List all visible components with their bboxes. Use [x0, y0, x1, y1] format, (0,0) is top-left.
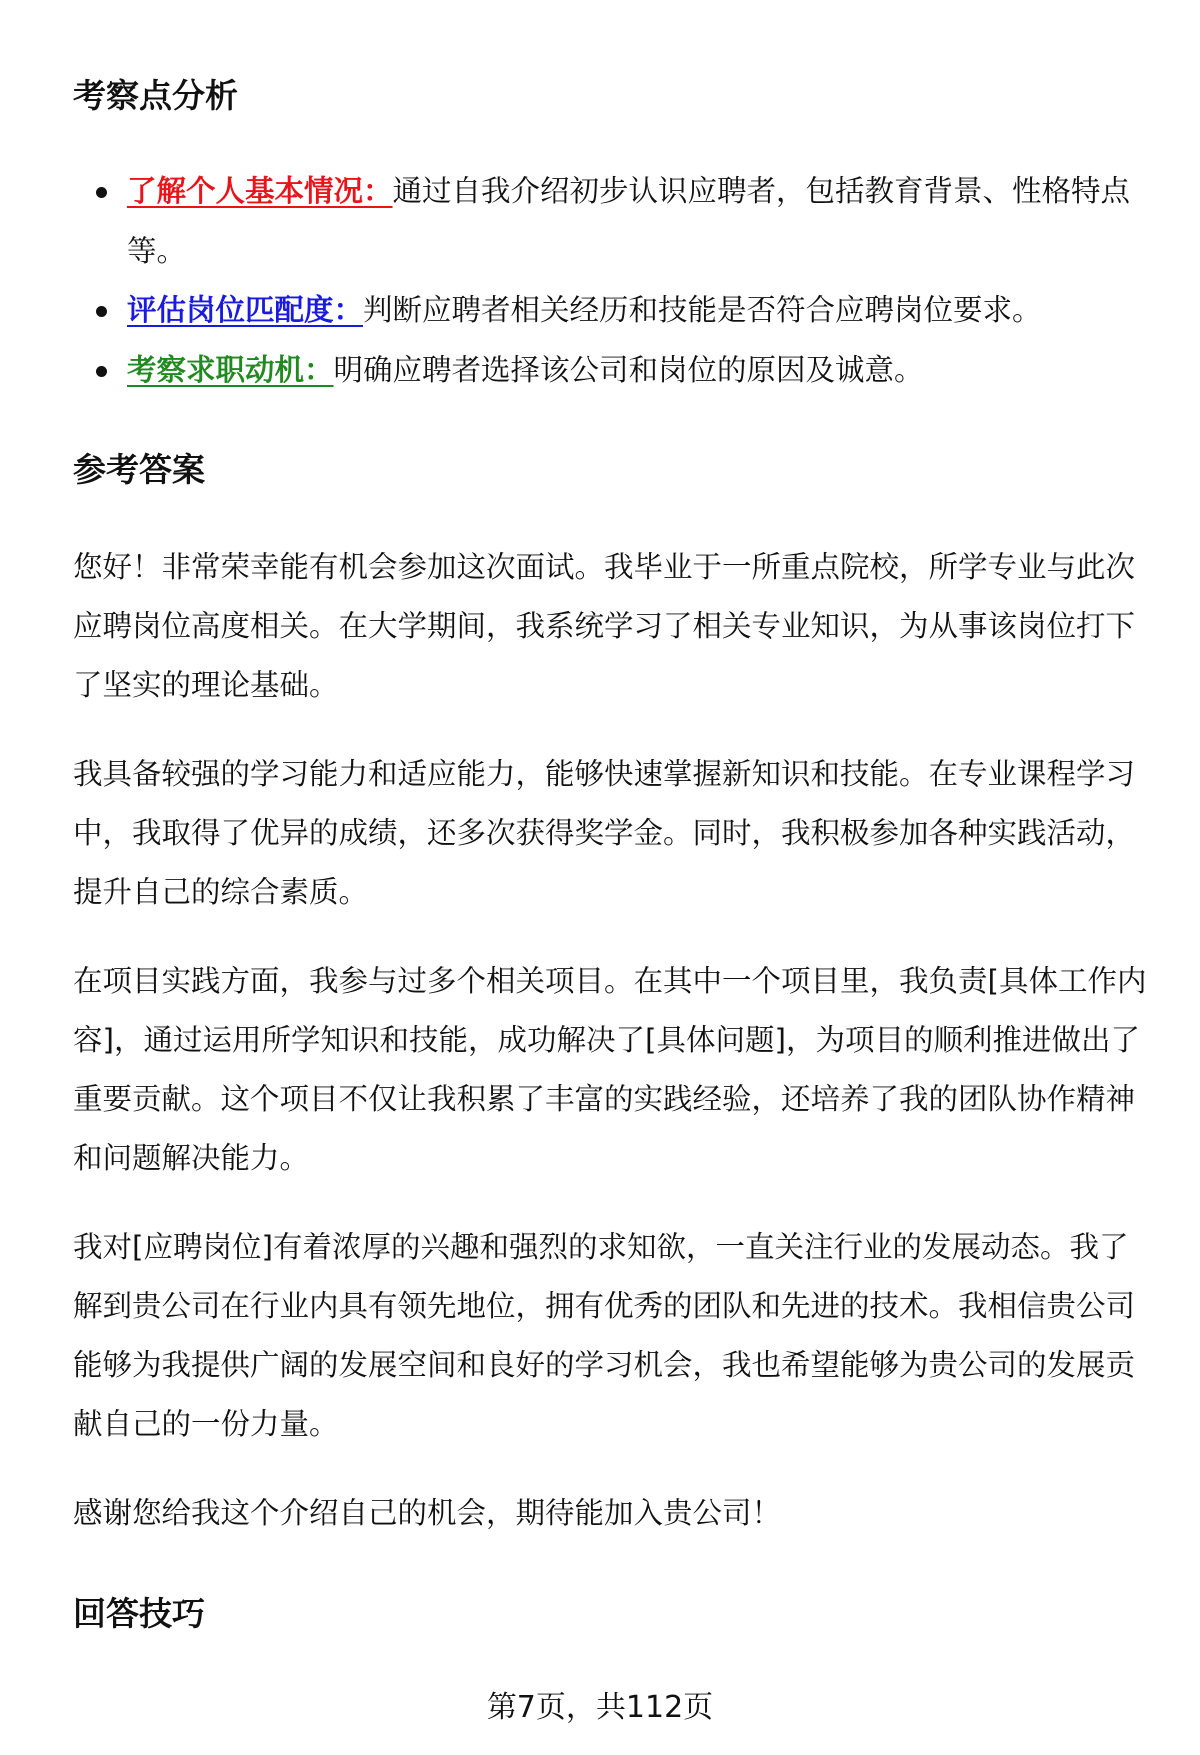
bullet-icon: [96, 187, 107, 198]
list-item: [73, 162, 1153, 281]
point-text: 通过自我介绍初步认识应聘者，包括教育背景、性格特点等。: [127, 174, 1131, 268]
answer-paragraph: 在项目实践方面，我参与过多个相关项目。在其中一个项目里，我负责[具体工作内容]，通过运用所学知识和技能，成功解决了[具体问题]，为项目的顺利推进做出了重要贡献。这个项目不仅让我积累了丰富的实践经验，还培养了我的团队协作精神和问题解决能力。: [73, 964, 1147, 1175]
list-item: [73, 281, 1153, 341]
keyword: 考察求职动机：: [127, 352, 334, 387]
list-item: [73, 341, 1153, 401]
tips-heading: 回答技巧: [73, 1594, 205, 1633]
point-text: 判断应聘者相关经历和技能是否符合应聘岗位要求。: [363, 293, 1042, 327]
answer-paragraph: 感谢您给我这个介绍自己的机会，期待能加入贵公司！: [73, 1496, 782, 1530]
page-number: 第7页，共112页: [486, 1690, 714, 1725]
answer-paragraph: 我具备较强的学习能力和适应能力，能够快速掌握新知识和技能。在专业课程学习中，我取得了优异的成绩，还多次获得奖学金。同时，我积极参加各种实践活动，提升自己的综合素质。: [73, 757, 1136, 909]
bullet-icon: [96, 366, 107, 377]
keyword: 评估岗位匹配度：: [127, 293, 364, 327]
bullet-icon: [96, 306, 107, 317]
answer-heading: 参考答案: [73, 450, 205, 489]
analysis-list: [73, 162, 1153, 400]
keyword: 了解个人基本情况：: [127, 174, 393, 208]
answer-paragraph: 您好！非常荣幸能有机会参加这次面试。我毕业于一所重点院校，所学专业与此次应聘岗位高度相关。在大学期间，我系统学习了相关专业知识，为从事该岗位打下了坚实的理论基础。: [73, 550, 1136, 702]
point-text: 明确应聘者选择该公司和岗位的原因及诚意。: [333, 352, 924, 387]
answer-paragraph: 我对[应聘岗位]有着浓厚的兴趣和强烈的求知欲，一直关注行业的发展动态。我了解到贵公司在行业内具有领先地位，拥有优秀的团队和先进的技术。我相信贵公司能够为我提供广阔的发展空间和良好的学习机会，我也希望能够为贵公司的发展贡献自己的一份力量。: [73, 1230, 1136, 1441]
analysis-heading: 考察点分析: [73, 76, 238, 115]
answer-body: [73, 538, 1153, 1573]
